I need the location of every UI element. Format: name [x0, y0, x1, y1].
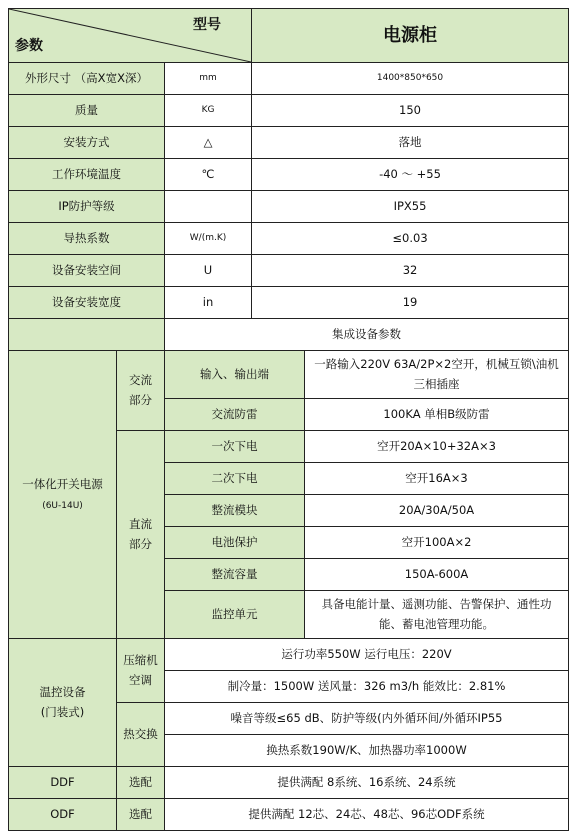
dc-item-name: 一次下电	[165, 431, 305, 463]
spec-row	[9, 287, 569, 319]
spec-row	[9, 223, 569, 255]
ddf-option: 选配	[117, 767, 165, 799]
param-name: 工作环境温度	[9, 159, 165, 191]
dc-item-value: 空开16A×3	[305, 463, 569, 495]
header-row	[9, 9, 569, 63]
param-value: 32	[252, 255, 569, 287]
climate-name: 温控设备	[39, 684, 86, 699]
ac-label-line: 部分	[129, 392, 152, 407]
param-name: 设备安装空间	[9, 255, 165, 287]
ddf-row	[9, 767, 569, 799]
dc-label-line: 部分	[129, 536, 152, 551]
integrated-title: 集成设备参数	[165, 319, 569, 351]
param-unit: ℃	[165, 159, 252, 191]
ddf-name: DDF	[9, 767, 117, 799]
param-value: 1400*850*650	[252, 63, 569, 95]
param-value: -40 ～ +55	[252, 159, 569, 191]
ac-label-line: 交流	[129, 372, 152, 387]
heat-exchange-label: 热交换	[117, 703, 165, 767]
spec-row	[9, 63, 569, 95]
dc-item-name: 二次下电	[165, 463, 305, 495]
power-name-cell	[9, 351, 117, 639]
climate-row	[9, 639, 569, 671]
param-value: 150	[252, 95, 569, 127]
param-name: 质量	[9, 95, 165, 127]
param-name: IP防护等级	[9, 191, 165, 223]
ddf-value: 提供满配 8系统、16系统、24系统	[165, 767, 569, 799]
param-value: 落地	[252, 127, 569, 159]
dc-item-value: 20A/30A/50A	[305, 495, 569, 527]
spec-row	[9, 159, 569, 191]
param-name: 设备安装宽度	[9, 287, 165, 319]
compressor-line: 运行功率550W 运行电压：220V	[165, 639, 569, 671]
spec-row	[9, 127, 569, 159]
dc-item-value: 150A-600A	[305, 559, 569, 591]
dc-item-value	[305, 591, 569, 639]
param-name: 导热系数	[9, 223, 165, 255]
compressor-label-line: 压缩机	[123, 652, 158, 667]
climate-mount: (门装式)	[40, 704, 85, 719]
header-diagonal-cell	[9, 9, 252, 63]
param-unit	[165, 191, 252, 223]
power-name: 一体化开关电源	[22, 476, 103, 491]
power-range: (6U-14U)	[42, 500, 83, 511]
dc-item-value-line: 具备电能计量、遥测功能、告警保护、通性功	[321, 596, 552, 611]
dc-item-value: 空开20A×10+32A×3	[305, 431, 569, 463]
spec-row	[9, 95, 569, 127]
dc-item-value: 空开100A×2	[305, 527, 569, 559]
compressor-label-line: 空调	[129, 672, 152, 687]
param-value: IPX55	[252, 191, 569, 223]
heat-exchange-line: 换热系数190W/K、加热器功率1000W	[165, 735, 569, 767]
odf-row	[9, 799, 569, 831]
param-name: 外形尺寸 （高X宽X深）	[9, 63, 165, 95]
compressor-line: 制冷量：1500W 送风量：326 m3/h 能效比：2.81%	[165, 671, 569, 703]
ac-item-name: 输入、输出端	[165, 351, 305, 399]
spec-row	[9, 255, 569, 287]
odf-name: ODF	[9, 799, 117, 831]
integrated-title-row	[9, 319, 569, 351]
dc-item-name: 整流容量	[165, 559, 305, 591]
ac-item-value	[305, 351, 569, 399]
dc-item-name: 整流模块	[165, 495, 305, 527]
param-value: 19	[252, 287, 569, 319]
ac-label-cell	[117, 351, 165, 431]
dc-label-cell	[117, 431, 165, 639]
param-unit: U	[165, 255, 252, 287]
heat-exchange-line: 噪音等级≤65 dB、防护等级(内外循环间/外循环IP55	[165, 703, 569, 735]
model-label: 型号	[193, 17, 222, 33]
param-value: ≤0.03	[252, 223, 569, 255]
ac-row-input	[9, 351, 569, 399]
product-title: 电源柜	[252, 9, 569, 63]
dc-label-line: 直流	[129, 516, 152, 531]
odf-value: 提供满配 12芯、24芯、48芯、96芯ODF系统	[165, 799, 569, 831]
param-unit: KG	[165, 95, 252, 127]
spec-table	[8, 8, 569, 831]
ac-item-value: 100KA 单相B级防雷	[305, 399, 569, 431]
ac-item-value-line: 三相插座	[413, 376, 460, 391]
param-unit: in	[165, 287, 252, 319]
spec-row	[9, 191, 569, 223]
param-unit: mm	[165, 63, 252, 95]
dc-item-name: 电池保护	[165, 527, 305, 559]
param-unit: △	[165, 127, 252, 159]
dc-item-name: 监控单元	[165, 591, 305, 639]
ac-item-value-line: 一路输入220V 63A/2P×2空开，机械互锁\油机	[314, 356, 559, 371]
dc-item-value-line: 能、蓄电池管理功能。	[379, 616, 495, 631]
climate-name-cell	[9, 639, 117, 767]
param-unit: W/(m.K)	[165, 223, 252, 255]
ac-item-name: 交流防雷	[165, 399, 305, 431]
compressor-label-cell	[117, 639, 165, 703]
integrated-blank-cell	[9, 319, 165, 351]
param-label: 参数	[15, 38, 43, 54]
param-name: 安装方式	[9, 127, 165, 159]
odf-option: 选配	[117, 799, 165, 831]
